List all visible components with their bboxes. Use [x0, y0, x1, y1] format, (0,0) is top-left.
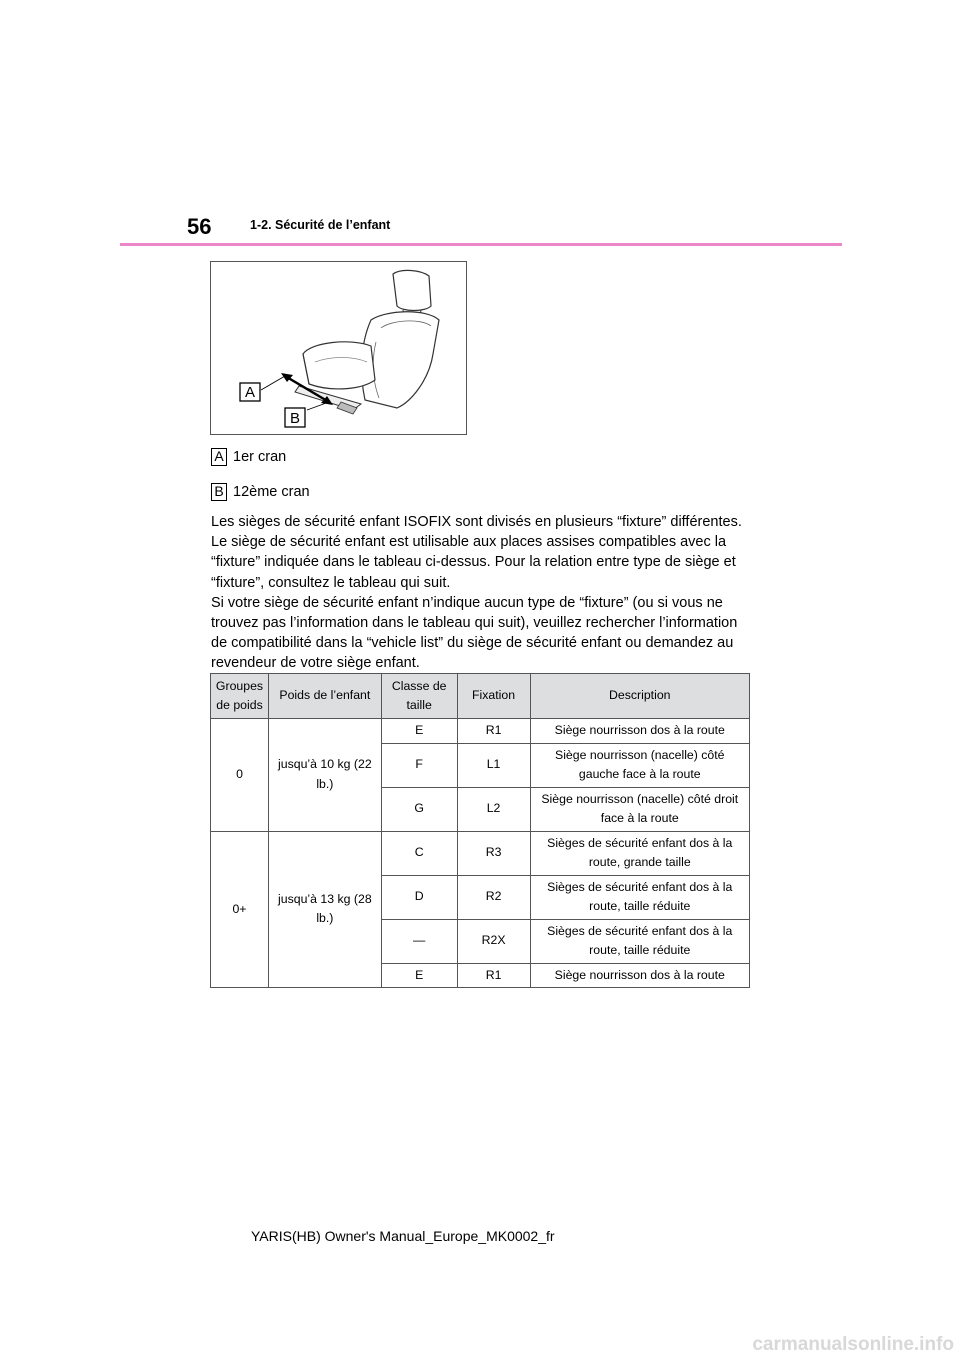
- legend-item-b: [211, 483, 310, 501]
- fixation-cell: R3: [457, 831, 530, 875]
- page-number: 56: [187, 214, 212, 239]
- isofix-table: [210, 673, 750, 988]
- watermark: carmanualsonline.info: [752, 1334, 954, 1355]
- section-title: 1-2. Sécurité de l’enfant: [250, 218, 391, 232]
- header-size-class: Classe de taille: [381, 674, 457, 719]
- paragraph-1: Les sièges de sécurité enfant ISOFIX sont divisés en plusieurs “fixture” différentes. Le siège de sécurité enfant est utilisable aux places assises compatibles avec la “fixture” indiquée dans le tableau ci-dessus. Pour la relation entre type de siège et “fixture”, consultez le tableau qui suit.: [211, 514, 742, 591]
- header-weight-group: Groupes de poids: [211, 674, 269, 719]
- legend-text-b: 12ème cran: [233, 484, 310, 500]
- legend-text-a: 1er cran: [233, 449, 287, 465]
- fixation-cell: R1: [457, 963, 530, 988]
- size-cell: E: [381, 963, 457, 988]
- size-cell: C: [381, 831, 457, 875]
- paragraph-2: Si votre siège de sécurité enfant n’indique aucun type de “fixture” (ou si vous ne trouvez pas l’information dans le tableau qui suit), veuillez rechercher l’information de compatibilité dans la “vehicle list” du siège de sécurité enfant ou demandez au revendeur de votre siège enfant.: [211, 594, 738, 672]
- size-cell: D: [381, 875, 457, 919]
- label-a: A: [244, 384, 256, 401]
- description-cell: Sièges de sécurité enfant dos à la route, taille réduite: [530, 875, 749, 919]
- description-cell: Siège nourrisson dos à la route: [530, 719, 749, 744]
- weight-cell: jusqu’à 10 kg (22 lb.): [268, 719, 381, 832]
- group-cell: 0+: [211, 831, 269, 988]
- fixation-cell: L2: [457, 787, 530, 831]
- description-cell: Siège nourrisson (nacelle) côté droit face à la route: [530, 787, 749, 831]
- header-description: Description: [530, 674, 749, 719]
- table-header-row: [211, 674, 750, 719]
- seat-illustration: [210, 261, 467, 435]
- footer-text: YARIS(HB) Owner's Manual_Europe_MK0002_fr: [251, 1228, 555, 1244]
- size-cell: F: [381, 743, 457, 787]
- fixation-cell: R2X: [457, 919, 530, 963]
- table-row: [211, 719, 750, 744]
- description-cell: Sièges de sécurité enfant dos à la route, grande taille: [530, 831, 749, 875]
- cushion-shape: [303, 342, 375, 389]
- legend-item-a: [211, 448, 286, 466]
- label-b: B: [289, 410, 301, 427]
- fixation-cell: R1: [457, 719, 530, 744]
- header-fixation: Fixation: [457, 674, 530, 719]
- table-row: [211, 831, 750, 875]
- group-cell: 0: [211, 719, 269, 832]
- description-cell: Siège nourrisson dos à la route: [530, 963, 749, 988]
- legend-tag-a: A: [211, 448, 227, 466]
- body-text: [211, 512, 756, 674]
- size-cell: —: [381, 919, 457, 963]
- headrest-shape: [393, 270, 431, 310]
- legend-tag-b: B: [211, 483, 227, 501]
- seat-drawing: [211, 262, 468, 436]
- size-cell: G: [381, 787, 457, 831]
- size-cell: E: [381, 719, 457, 744]
- description-cell: Siège nourrisson (nacelle) côté gauche face à la route: [530, 743, 749, 787]
- description-cell: Sièges de sécurité enfant dos à la route, taille réduite: [530, 919, 749, 963]
- header-rule: [120, 243, 842, 246]
- fixation-cell: L1: [457, 743, 530, 787]
- fixation-cell: R2: [457, 875, 530, 919]
- header-child-weight: Poids de l’enfant: [268, 674, 381, 719]
- weight-cell: jusqu’à 13 kg (28 lb.): [268, 831, 381, 988]
